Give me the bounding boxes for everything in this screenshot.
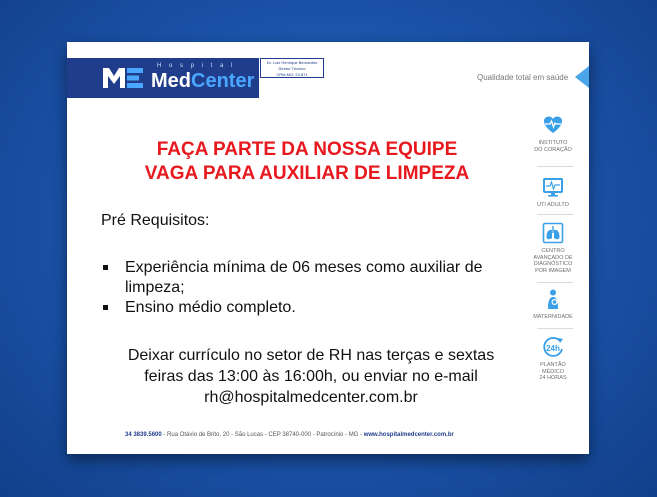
mother-baby-icon [542,288,564,310]
logo-name-med: Med [151,70,191,92]
service-label: PLANTÃO MÉDICO 24 HORAS [539,362,567,381]
bullet-icon [103,305,108,310]
application-instructions [91,345,531,408]
sidebar-divider [537,214,573,215]
service-label: UTI ADULTO [537,202,569,208]
requirement-item [101,258,531,298]
requirements-list [101,258,531,318]
contact-phone: 34 3839.5600 [125,432,162,438]
sidebar-divider [537,282,573,283]
headline [107,138,507,186]
bullet-icon [103,265,108,270]
director-title: Diretor Técnico [278,66,306,71]
contact-website: www.hospitalmedcenter.com.br [363,432,454,438]
instructions-line-1: Deixar currículo no setor de RH nas terças e sextas [127,347,495,364]
24h-icon [542,336,564,358]
instructions-line-2: feiras das 13:00 às 16:00h, ou enviar no e-mail [144,368,478,385]
director-name: Dr. Luiz Henrique Bernardes [266,60,318,65]
application-email: rh@hospitalmedcenter.com.br [204,389,418,406]
headline-line-1: FAÇA PARTE DA NOSSA EQUIPE [156,139,458,160]
logo-brand-name [151,70,254,93]
service-cardiology [523,114,583,153]
requirement-text: Experiência mínima de 06 meses como auxiliar de limpeza; [125,259,483,296]
sidebar-divider [537,166,573,167]
24h-icon-text: 24h [546,344,560,353]
technical-director-box [260,58,324,78]
service-24h [523,336,583,382]
service-label: INSTITUTO DO CORAÇÃO [534,140,572,153]
logo-hospital-word: H o s p i t a l [157,63,236,69]
monitor-icon [542,176,564,198]
contact-footer [125,432,454,438]
job-posting-sheet [67,42,589,454]
requirement-text: Ensino médio completo. [125,299,296,316]
director-crm: CRM-MG: 24.871 [276,72,308,77]
heart-monitor-icon [542,114,564,136]
sidebar-divider [537,328,573,329]
medcenter-logo [67,58,259,98]
logo-name-center: Center [191,70,255,92]
requirements-title: Pré Requisitos: [101,212,210,229]
tagline-arrow-icon [575,66,589,88]
requirement-item [101,298,531,318]
headline-line-2: VAGA PARA AUXILIAR DE LIMPEZA [144,163,470,184]
lungs-icon [542,222,564,244]
contact-address: - Rua Otávio de Brito, 20 - São Lucas - CEP 38740-000 - Patrocínio - MG - [161,432,364,438]
service-label: MATERNIDADE [533,314,573,320]
service-maternity [523,288,583,321]
medcenter-logo-mark [101,66,145,90]
tagline: Qualidade total em saúde [477,73,569,82]
service-icu [523,176,583,209]
service-label: CENTRO AVANÇADO DE DIAGNÓSTICO POR IMAGEM [533,248,573,274]
service-imaging [523,222,583,274]
